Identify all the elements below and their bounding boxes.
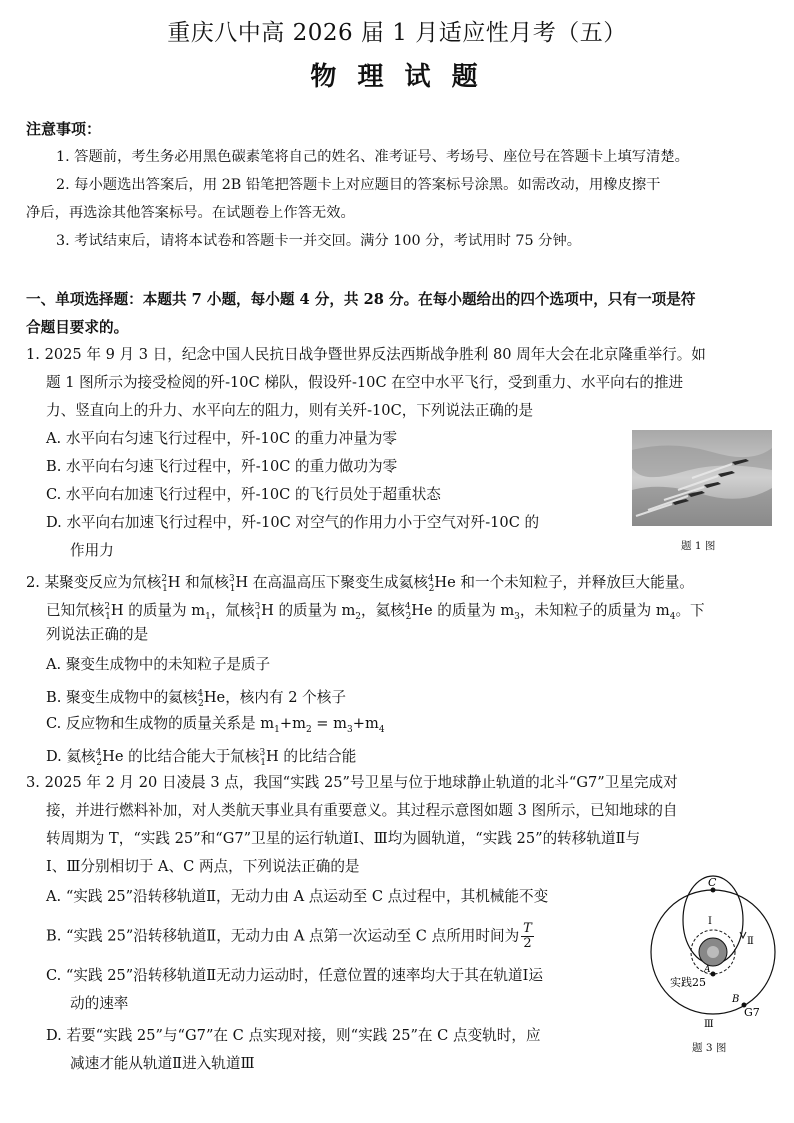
- q1-option-b: B. 水平向右匀速飞行过程中，歼-10C 的重力做功为零: [46, 458, 398, 475]
- note-item-2-cont: 净后，再选涂其他答案标号。在试题卷上作答无效。: [26, 205, 355, 221]
- q2-stem-line-3: 列说法正确的是: [46, 626, 149, 643]
- q3-option-c-cont: 动的速率: [70, 995, 129, 1012]
- q2-stem-line-1: 2. 某聚变反应为氘核$^2_1$H 和氚核$^3_1$H 在高温高压下聚变生成氦核$^4_2$He 和一个未知粒子，并释放巨大能量。: [26, 573, 694, 594]
- q3-option-a: A. “实践 25”沿转移轨道Ⅱ，无动力由 A 点运动至 C 点过程中，其机械能不变: [46, 888, 549, 905]
- q3-option-b: B. “实践 25”沿转移轨道Ⅱ，无动力由 A 点第一次运动至 C 点所用时间为 $\frac{T}{2}$: [46, 921, 532, 951]
- q2-option-c: C. 反应物和生成物的质量关系是 $m_1+m_2 = m_3+m_4$: [46, 715, 385, 735]
- earth-core: [707, 946, 719, 958]
- notes-heading: 注意事项：: [26, 120, 102, 138]
- q1-option-d-cont: 作用力: [70, 542, 114, 559]
- q1-option-a: A. 水平向右匀速飞行过程中，歼-10C 的重力冲量为零: [46, 430, 398, 447]
- q3-stem-line-3: 转周期为 T，“实践 25”和“G7”卫星的运行轨道Ⅰ、Ⅲ均为圆轨道，“实践 25”的转移轨道Ⅱ与: [46, 830, 641, 847]
- q3-stem-line-2: 接，并进行燃料补加，对人类航天事业具有重要意义。其过程示意图如题 3 图所示，已知地球的自: [46, 802, 678, 819]
- q2-option-b: B. 聚变生成物中的氦核$^4_2$He，核内有 2 个核子: [46, 688, 346, 709]
- q3-option-d-cont: 减速才能从轨道Ⅱ进入轨道Ⅲ: [70, 1055, 255, 1072]
- fraction-t-over-2: $\frac{T}{2}$: [523, 921, 532, 951]
- label-orbit-iii: Ⅲ: [704, 1019, 714, 1030]
- page-subtitle: 物 理 试 题: [310, 62, 484, 92]
- q1-figure-caption: 题 1 图: [681, 540, 716, 552]
- section-heading: 一、单项选择题：本题共 7 小题，每小题 4 分，共 28 分。在每小题给出的四个选项中，只有一项是符: [26, 291, 696, 308]
- section-heading-cont: 合题目要求的。: [26, 319, 129, 336]
- label-orbit-ii: Ⅱ: [747, 936, 754, 947]
- q1-option-d: D. 水平向右加速飞行过程中，歼-10C 对空气的作用力小于空气对歼-10C 的: [46, 514, 540, 531]
- label-c: C: [708, 876, 717, 889]
- q1-stem-line-1: 1. 2025 年 9 月 3 日，纪念中国人民抗日战争暨世界反法西斯战争胜利 80 周年大会在北京隆重举行。如: [26, 346, 706, 363]
- q2-option-d: D. 氦核$^4_2$He 的比结合能大于氚核$^3_1$H 的比结合能: [46, 747, 357, 768]
- q3-option-c: C. “实践 25”沿转移轨道Ⅱ无动力运动时，任意位置的速率均大于其在轨道Ⅰ运: [46, 967, 543, 984]
- q3-stem-line-1: 3. 2025 年 2 月 20 日凌晨 3 点，我国“实践 25”号卫星与位于地球静止轨道的北斗“G7”卫星完成对: [26, 774, 678, 791]
- label-b: B: [732, 994, 740, 1005]
- q1-stem-line-3: 力、竖直向上的升力、水平向左的阻力，则有关歼-10C，下列说法正确的是: [46, 402, 534, 419]
- note-item-3: 3. 考试结束后，请将本试卷和答题卡一并交回。满分 100 分，考试用时 75 分钟。: [56, 233, 582, 249]
- note-item-2: 2. 每小题选出答案后，用 2B 铅笔把答题卡上对应题目的答案标号涂黑。如需改动，用橡皮擦干: [56, 177, 661, 193]
- q2-option-a: A. 聚变生成物中的未知粒子是质子: [46, 656, 271, 673]
- q3-orbit-diagram: [648, 874, 778, 1034]
- label-orbit-i: Ⅰ: [708, 916, 712, 927]
- note-item-1: 1. 答题前，考生务必用黑色碳素笔将自己的姓名、准考证号、考场号、座位号在答题卡上填写清楚。: [56, 149, 689, 165]
- point-a: [711, 972, 716, 977]
- q3-figure-caption: 题 3 图: [692, 1042, 727, 1054]
- label-satellite: 实践25: [670, 976, 706, 989]
- q2-stem-line-2: 已知氘核$^2_1$H 的质量为 $m_1$，氚核$^3_1$H 的质量为 $m_2$，氦核$^4_2$He 的质量为 $m_3$，未知粒子的质量为 $m_4$。下: [46, 601, 705, 622]
- page-title: 重庆八中高 2026 届 1 月适应性月考（五）: [167, 20, 627, 46]
- q1-option-c: C. 水平向右加速飞行过程中，歼-10C 的飞行员处于超重状态: [46, 486, 441, 503]
- q1-jet-formation-photo: [632, 430, 772, 526]
- label-a: A: [704, 965, 711, 975]
- q3-option-d: D. 若要“实践 25”与“G7”在 C 点实现对接，则“实践 25”在 C 点变轨时，应: [46, 1027, 541, 1044]
- label-g7: G7: [744, 1006, 760, 1019]
- q3-stem-line-4: Ⅰ、Ⅲ分别相切于 A、C 两点，下列说法正确的是: [46, 858, 360, 875]
- q1-stem-line-2: 题 1 图所示为接受检阅的歼-10C 梯队，假设歼-10C 在空中水平飞行，受到重力、水平向右的推进: [46, 374, 684, 391]
